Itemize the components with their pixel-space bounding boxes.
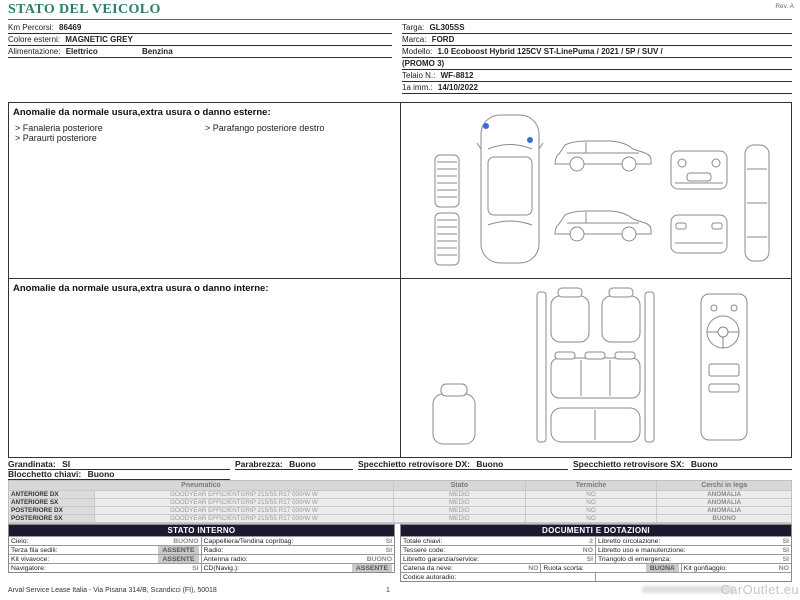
field-specchietto-sx (573, 460, 792, 470)
field-km (8, 22, 392, 34)
kit-gonfiaggio-value: NO (778, 564, 789, 572)
tyre-col-termiche: Termiche (526, 481, 658, 491)
libretto-uso-value: SI (782, 546, 789, 554)
cielo-label: Cielo: (11, 537, 29, 545)
external-damage-item-1: > Fanaleria posteriore (15, 123, 103, 133)
field-modello-value-line1: 1.0 Ecoboost Hybrid 125CV ST-LinePuma / 2021 / 5P / SUV / (437, 47, 663, 56)
footer-company: Arval Service Lease Italia - Via Pisana 314/B, Scandicci (FI), 50018 (8, 587, 217, 594)
field-parabrezza-value: Buono (289, 460, 317, 469)
table-row (9, 554, 394, 563)
catena-neve-label: Catena da neve: (403, 564, 453, 572)
triangolo-value: SI (782, 555, 789, 563)
totale-chiavi-label: Totale chiavi: (403, 537, 443, 545)
catena-neve-value: NO (528, 564, 539, 572)
tyre-description: GOODYEAR EFFICIENTGRIP 215/55 R17 000/W W (95, 507, 394, 515)
navigatore-value: SI (192, 564, 199, 572)
door-panel-right-diagram (645, 292, 654, 442)
field-grandinata (8, 460, 230, 470)
tyre-description: GOODYEAR EFFICIENTGRIP 215/55 R17 000/W W (95, 499, 394, 507)
field-blocchetto-chiavi (8, 470, 230, 480)
field-telaio-value: WF-8812 (440, 71, 474, 80)
watermark: CarOutlet.eu (720, 582, 799, 597)
field-marca (402, 34, 792, 46)
tyre-position: POSTERIORE SX (9, 515, 95, 523)
radio-value: SI (385, 546, 392, 554)
ruota-scorta-value: BUONA (646, 564, 679, 572)
field-targa-label: Targa: (402, 23, 425, 32)
tyre-table (8, 480, 792, 524)
field-km-value: 86469 (59, 23, 82, 32)
internal-car-diagram (401, 280, 791, 457)
tyre-col-pneumatico: Pneumatico (9, 481, 394, 491)
terza-fila-value: ASSENTE (158, 546, 198, 554)
field-targa (402, 22, 792, 34)
tyre-description: GOODYEAR EFFICIENTGRIP 215/55 R17 000/W W (95, 515, 394, 523)
tyre-position: ANTERIORE SX (9, 499, 95, 507)
radio-label: Radio: (203, 546, 224, 554)
car-rear-view-diagram (671, 215, 727, 253)
stato-interno-table (8, 524, 395, 573)
table-row (9, 563, 394, 572)
antenna-radio-label: Antenna radio: (203, 555, 248, 563)
cappelliera-value: SI (385, 537, 392, 545)
cielo-value: BUONO (173, 537, 199, 545)
table-row (401, 536, 791, 545)
tyre-tread-diagram (435, 155, 459, 265)
cappelliera-label: Cappelliera/Tendina copribag: (203, 537, 294, 545)
single-seat-diagram (433, 384, 475, 444)
field-fuel-value-2: Benzina (141, 47, 173, 56)
tyre-stato: MEDIO (394, 491, 526, 499)
triangolo-label: Triangolo di emergenza: (598, 555, 672, 563)
antenna-radio-value: BUONO (366, 555, 392, 563)
damage-marker-1 (483, 123, 489, 129)
field-blocchetto-chiavi-label: Blocchetto chiavi: (8, 470, 82, 479)
steering-wheel-diagram (707, 316, 739, 348)
tyre-stato: MEDIO (394, 515, 526, 523)
external-damage-title: Anomalie da normale usura,extra usura o danno esterne: (13, 107, 271, 118)
ruota-scorta-label: Ruota scorta: (543, 564, 584, 572)
field-marca-value: FORD (431, 35, 455, 44)
libretto-circolazione-value: SI (782, 537, 789, 545)
field-prima-imm-label: 1a imm.: (402, 83, 433, 92)
car-side-view-bottom-diagram (555, 211, 651, 241)
footer-page-number: 1 (386, 587, 390, 594)
field-telaio (402, 70, 792, 82)
tyre-termiche: NO (526, 491, 658, 499)
field-grandinata-value: SI (62, 460, 71, 469)
field-color-label: Colore esterni: (8, 35, 61, 44)
tyre-position: ANTERIORE DX (9, 491, 95, 499)
table-row (401, 572, 791, 581)
field-modello-label: Modello: (402, 47, 433, 56)
field-telaio-label: Telaio N.: (402, 71, 436, 80)
rear-bench-diagram (551, 352, 640, 398)
documenti-table (400, 524, 792, 582)
tyre-table-header (9, 481, 791, 491)
table-row (401, 554, 791, 563)
external-damage-item-2: > Parafango posteriore destro (205, 123, 325, 133)
tyre-col-stato: Stato (394, 481, 526, 491)
libretto-garanzia-label: Libretto garanzia/service: (403, 555, 479, 563)
field-modello-value-line2: (PROMO 3) (402, 59, 445, 68)
tyre-termiche: NO (526, 507, 658, 515)
car-bumper-strip-diagram (745, 145, 769, 261)
field-grandinata-label: Grandinata: (8, 460, 56, 469)
field-color-value: MAGNETIC GREY (65, 35, 133, 44)
tyre-termiche: NO (526, 515, 658, 523)
terza-fila-label: Terza fila sedili: (11, 546, 58, 554)
field-prima-imm (402, 82, 792, 94)
tyre-cerchi: ANOMALIA (657, 499, 791, 507)
stato-interno-header: STATO INTERNO (9, 525, 394, 536)
front-seats-diagram (551, 288, 640, 342)
field-prima-imm-value: 14/10/2022 (437, 83, 478, 92)
tyre-stato: MEDIO (394, 499, 526, 507)
damage-marker-2 (527, 137, 533, 143)
field-blocchetto-chiavi-value: Buono (87, 470, 115, 479)
field-specchietto-sx-value: Buono (690, 460, 718, 469)
field-km-label: Km Percorsi: (8, 23, 54, 32)
field-marca-label: Marca: (402, 35, 427, 44)
tyre-col-cerchi: Cerchi in lega (657, 481, 791, 491)
field-fuel (8, 46, 392, 58)
table-row (401, 563, 791, 572)
boot-area-diagram (551, 408, 640, 442)
door-panel-left-diagram (537, 292, 546, 442)
table-row (9, 536, 394, 545)
table-row (401, 545, 791, 554)
external-car-diagram (401, 103, 791, 277)
field-specchietto-dx-value: Buono (476, 460, 504, 469)
tyre-row-anteriore-dx (9, 491, 791, 499)
car-side-view-top-diagram (555, 141, 651, 171)
cd-navig-label: CD(Navig.): (203, 564, 239, 572)
field-modello (402, 46, 792, 58)
internal-car-diagram-svg (401, 280, 791, 457)
field-parabrezza (235, 460, 353, 470)
kit-vivavoce-label: Kit vivavoce: (11, 555, 50, 563)
cd-navig-value: ASSENTE (352, 564, 392, 572)
page-title: STATO DEL VEICOLO (8, 2, 161, 17)
internal-damage-title: Anomalie da normale usura,extra usura o danno interne: (13, 283, 269, 294)
field-fuel-value-1: Elettrico (65, 47, 98, 56)
tyre-position: POSTERIORE DX (9, 507, 95, 515)
field-modello-line2 (402, 58, 792, 70)
tyre-row-anteriore-sx (9, 499, 791, 507)
totale-chiavi-value: 2 (589, 537, 593, 545)
field-targa-value: GL305SS (429, 23, 465, 32)
codice-autoradio-label: Codice autoradio: (403, 573, 457, 581)
tessere-code-value: NO (582, 546, 593, 554)
tyre-description: GOODYEAR EFFICIENTGRIP 215/55 R17 000/W W (95, 491, 394, 499)
tyre-row-posteriore-dx (9, 507, 791, 515)
field-fuel-label: Alimentazione: (8, 47, 61, 56)
field-parabrezza-label: Parabrezza: (235, 460, 283, 469)
empty-cell (596, 573, 791, 581)
tyre-cerchi: ANOMALIA (657, 491, 791, 499)
kit-vivavoce-value: ASSENTE (158, 555, 198, 563)
tyre-row-posteriore-sx (9, 515, 791, 523)
external-damage-item-3: > Paraurti posteriore (15, 133, 97, 143)
external-car-diagram-svg (401, 103, 791, 277)
tyre-termiche: NO (526, 499, 658, 507)
field-specchietto-dx-label: Specchietto retrovisore DX: (358, 460, 470, 469)
field-specchietto-dx (358, 460, 568, 470)
documenti-header: DOCUMENTI E DOTAZIONI (401, 525, 791, 536)
tyre-stato: MEDIO (394, 507, 526, 515)
car-top-view-diagram (477, 115, 543, 263)
field-color (8, 34, 392, 46)
libretto-garanzia-value: SI (586, 555, 593, 563)
revision-label: Rev. A (775, 3, 794, 10)
table-row (9, 545, 394, 554)
tessere-code-label: Tessere code: (403, 546, 446, 554)
title-divider (8, 19, 792, 20)
kit-gonfiaggio-label: Kit gonfiaggio: (683, 564, 727, 572)
field-specchietto-sx-label: Specchietto retrovisore SX: (573, 460, 685, 469)
tyre-cerchi: ANOMALIA (657, 507, 791, 515)
car-front-view-diagram (671, 151, 727, 189)
tyre-cerchi: BUONO (657, 515, 791, 523)
libretto-uso-label: Libretto uso e manutenzione: (598, 546, 686, 554)
libretto-circolazione-label: Libretto circolazione: (598, 537, 661, 545)
navigatore-label: Navigatore: (11, 564, 46, 572)
